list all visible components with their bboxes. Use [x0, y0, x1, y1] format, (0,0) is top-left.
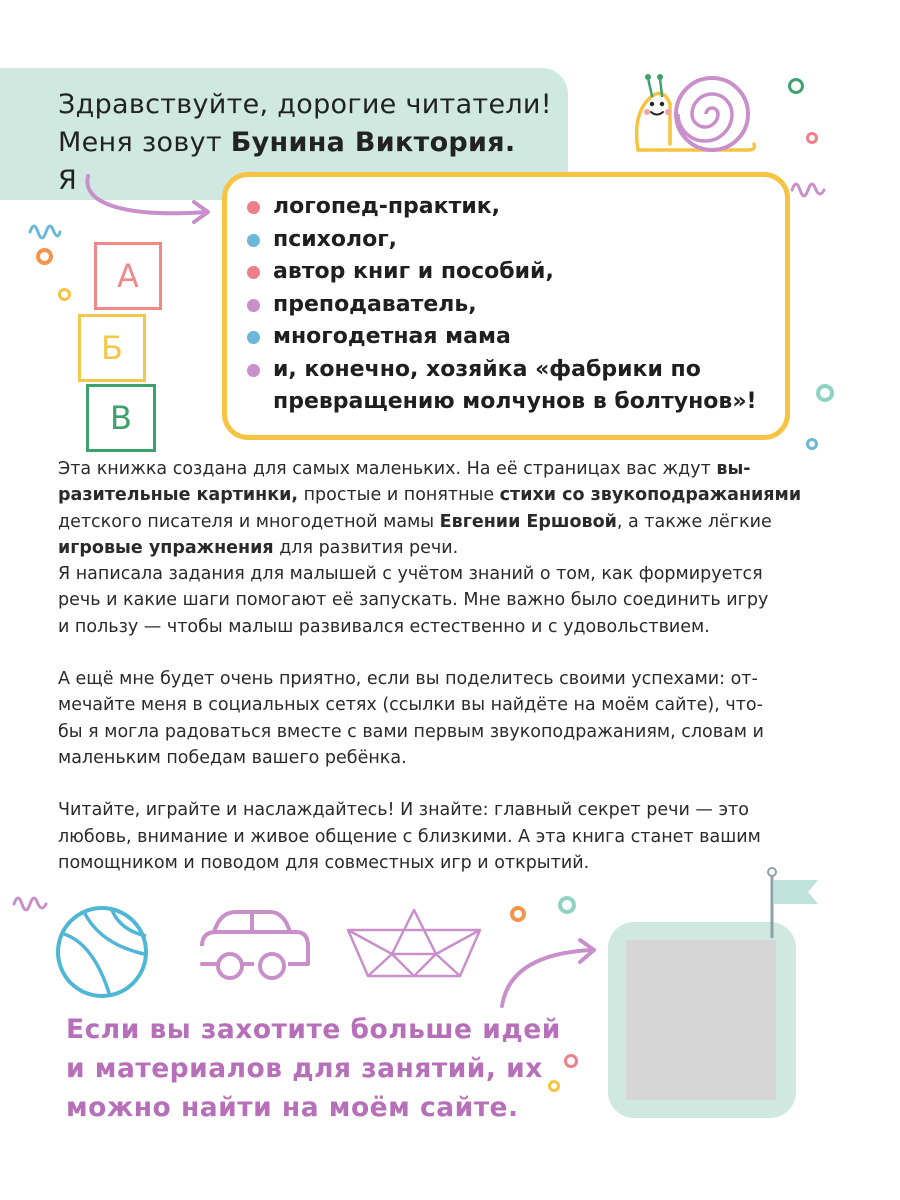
paragraph-intro: Эта книжка создана для самых маленьких. На её страницах вас ждут вы- разительные картинки, простые и понятные стихи со звукоподражаниями детского писателя и многодетной мамы Евгении Ершовой, а также лёгкие игровые упражнения для развития речи.	[58, 459, 802, 558]
arrow-icon	[80, 172, 220, 232]
list-item: логопед-практик,	[247, 191, 785, 224]
arrow-icon	[496, 932, 606, 1012]
bullet-dot	[247, 364, 260, 377]
list-item: и, конечно, хозяйка «фабрики по	[247, 354, 785, 387]
roles-list	[227, 177, 785, 419]
decor-ring	[36, 248, 53, 265]
squiggle-icon	[12, 888, 48, 912]
paragraph-share: А ещё мне будет очень приятно, если вы поделитесь своими успехами: от- мечайте меня в социальных сетях (ссылки вы найдёте на моём сайте), что- бы я могла радоваться вместе с вами первым звукоподражаниям, словам и маленьким победам вашего ребёнка.	[58, 669, 764, 768]
bullet-dot	[247, 201, 260, 214]
decor-ring	[806, 438, 818, 450]
site-note-line-1: Если вы захотите больше идей	[66, 1014, 561, 1045]
car-icon	[196, 906, 314, 988]
bullet-dot	[247, 299, 260, 312]
letter-cube-a: А	[94, 242, 162, 310]
decor-ring	[564, 1054, 578, 1068]
body-text	[58, 456, 818, 876]
squiggle-icon	[28, 216, 62, 240]
paper-boat-icon	[344, 908, 484, 980]
list-item-continuation: превращению молчунов в болтунов»!	[273, 389, 757, 414]
letter-cube-b: Б	[78, 314, 146, 382]
decor-ring	[788, 78, 804, 94]
greeting-line-2: Меня зовут Бунина Виктория.	[58, 127, 516, 158]
roles-box	[222, 172, 790, 440]
site-note-line-2: и материалов для занятий, их	[66, 1053, 543, 1084]
decor-ring	[806, 132, 818, 144]
list-item: преподаватель,	[247, 289, 785, 322]
greeting-line-3: Я	[58, 165, 78, 196]
qr-code-placeholder	[626, 940, 776, 1100]
decor-ring	[510, 906, 526, 922]
list-item: психолог,	[247, 224, 785, 257]
site-note	[66, 1010, 561, 1127]
author-name: Бунина Виктория.	[230, 127, 516, 158]
flag-icon	[764, 866, 824, 940]
site-note-line-3: можно найти на моём сайте.	[66, 1092, 519, 1123]
decor-ring	[58, 288, 71, 301]
decor-ring	[558, 896, 576, 914]
letter-cube-v: В	[86, 384, 156, 452]
decor-ring	[816, 384, 834, 402]
ball-icon	[54, 904, 150, 1000]
snail-icon	[630, 72, 760, 156]
squiggle-icon	[790, 174, 826, 198]
greeting-line-1: Здравствуйте, дорогие читатели!	[58, 89, 552, 120]
paragraph-tasks: Я написала задания для малышей с учётом знаний о том, как формируется речь и какие шаги помогают её запускать. Мне важно было соединить игру и пользу — чтобы малыш развивался естественно и с удовольствием.	[58, 564, 769, 637]
bullet-dot	[247, 331, 260, 344]
bullet-dot	[247, 266, 260, 279]
list-item: автор книг и пособий,	[247, 256, 785, 289]
paragraph-closing: Читайте, играйте и наслаждайтесь! И знайте: главный секрет речи — это любовь, внимание и живое общение с близкими. А эта книга станет вашим помощником и поводом для совместных игр и открытий.	[58, 800, 761, 873]
list-item: многодетная мама	[247, 321, 785, 354]
bullet-dot	[247, 234, 260, 247]
